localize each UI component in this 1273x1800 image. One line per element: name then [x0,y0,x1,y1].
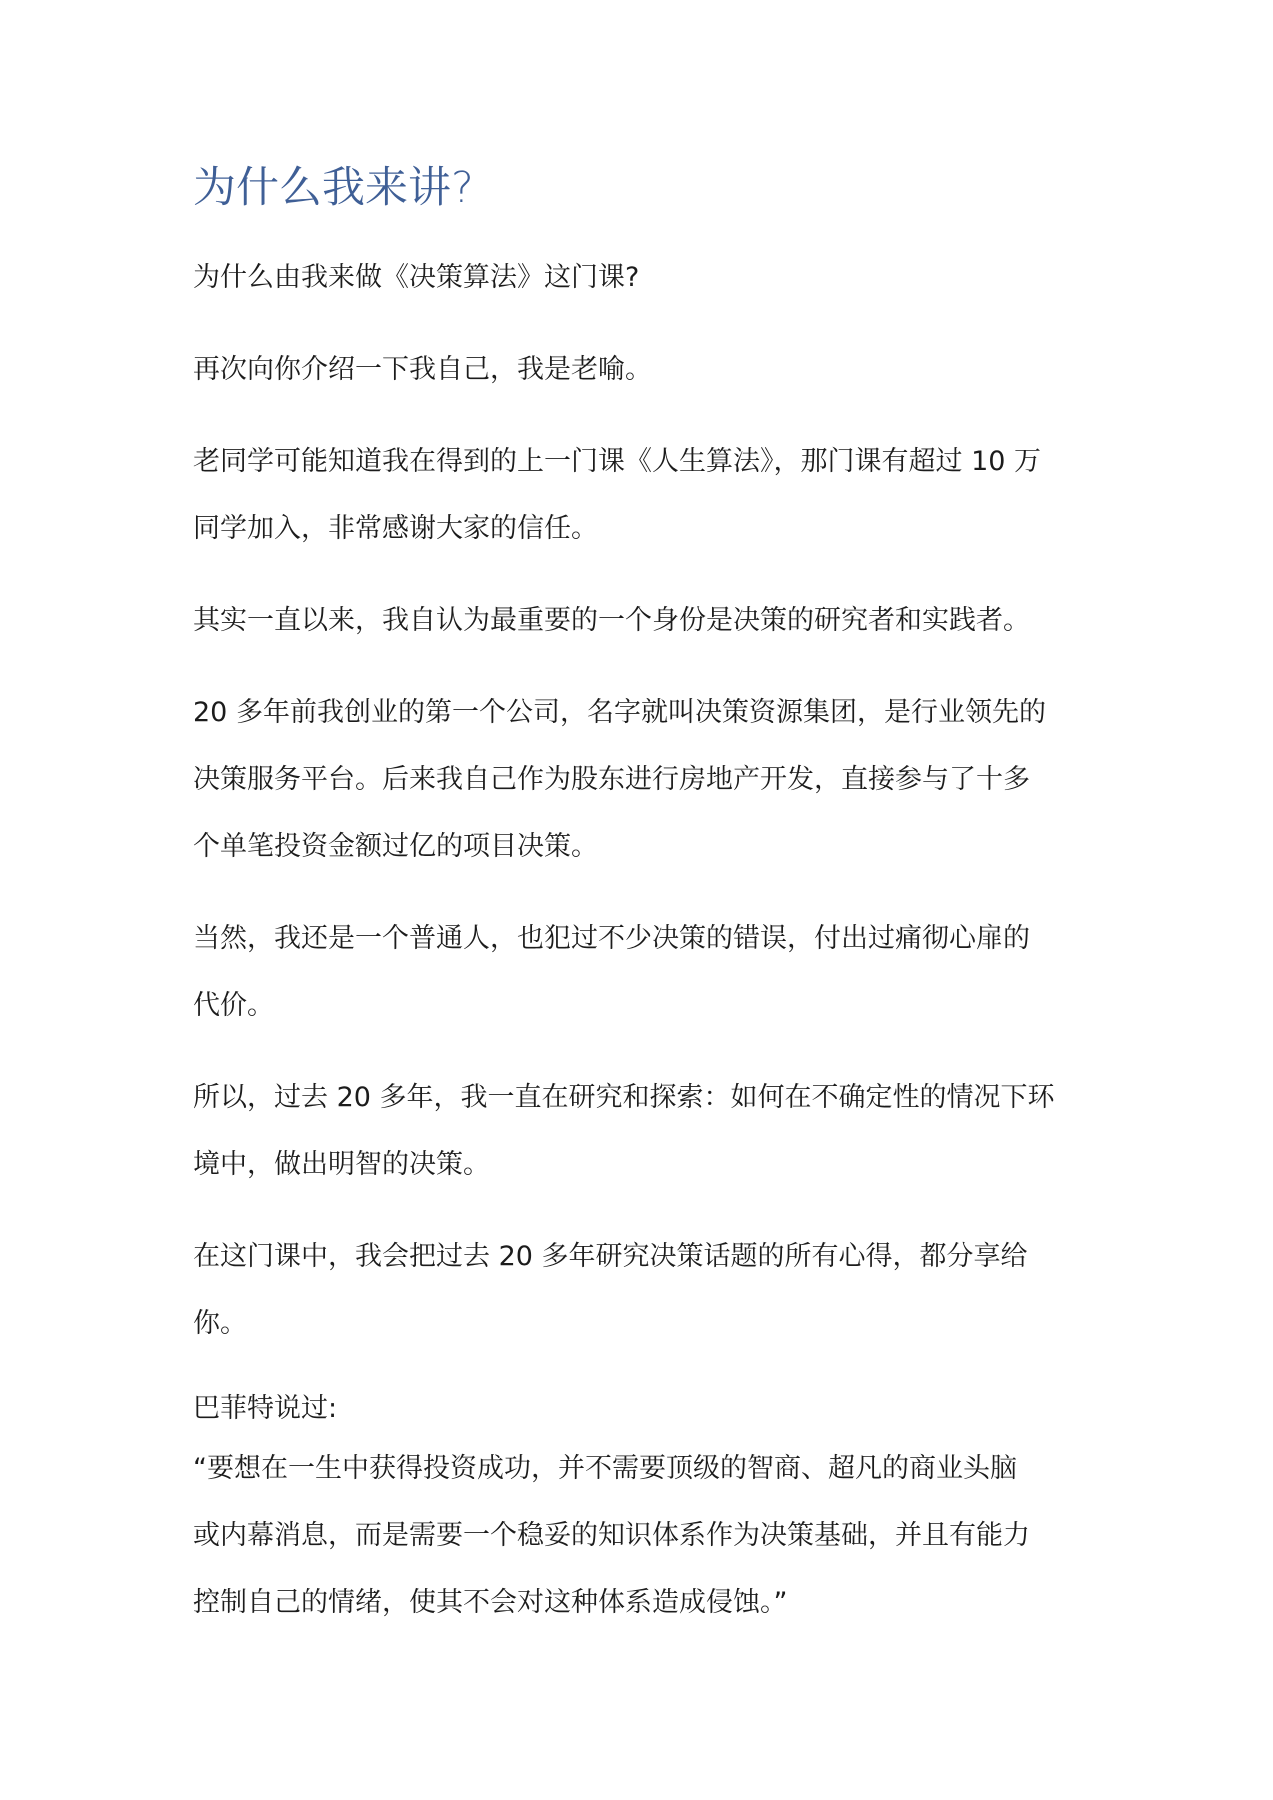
paragraph-career: 20 多年前我创业的第一个公司，名字就叫决策资源集团，是行业领先的 决策服务平台。后来我自己作为股东进行房地产开发，直接参与了十多 个单笔投资金额过亿的项目决策。 [193,697,1046,862]
document-body [193,160,1093,1661]
quote-intro: 巴菲特说过: [193,1393,338,1424]
buffett-quote: “要想在一生中获得投资成功，并不需要顶级的智商、超凡的商业头脑 或内幕消息，而是需要一个稳妥的知识体系作为决策基础，并且有能力 控制自己的情绪，使其不会对这种体系造成侵蚀。” [193,1453,1030,1618]
paragraph-mistakes: 当然，我还是一个普通人，也犯过不少决策的错误，付出过痛彻心扉的 代价。 [193,923,1030,1021]
paragraph-why-me: 为什么由我来做《决策算法》这门课? [193,262,640,293]
paragraph-sharing: 在这门课中，我会把过去 20 多年研究决策话题的所有心得，都分享给 你。 [193,1241,1028,1339]
paragraph-identity: 其实一直以来，我自认为最重要的一个身份是决策的研究者和实践者。 [193,605,1030,636]
paragraph-research: 所以，过去 20 多年，我一直在研究和探索：如何在不确定性的情况下环 境中，做出明智的决策。 [193,1082,1055,1180]
paragraph-self-intro: 再次向你介绍一下我自己，我是老喻。 [193,354,652,385]
section-title: 为什么我来讲? [193,163,474,213]
paragraph-previous-course: 老同学可能知道我在得到的上一门课《人生算法》，那门课有超过 10 万 同学加入，非常感谢大家的信任。 [193,446,1042,544]
